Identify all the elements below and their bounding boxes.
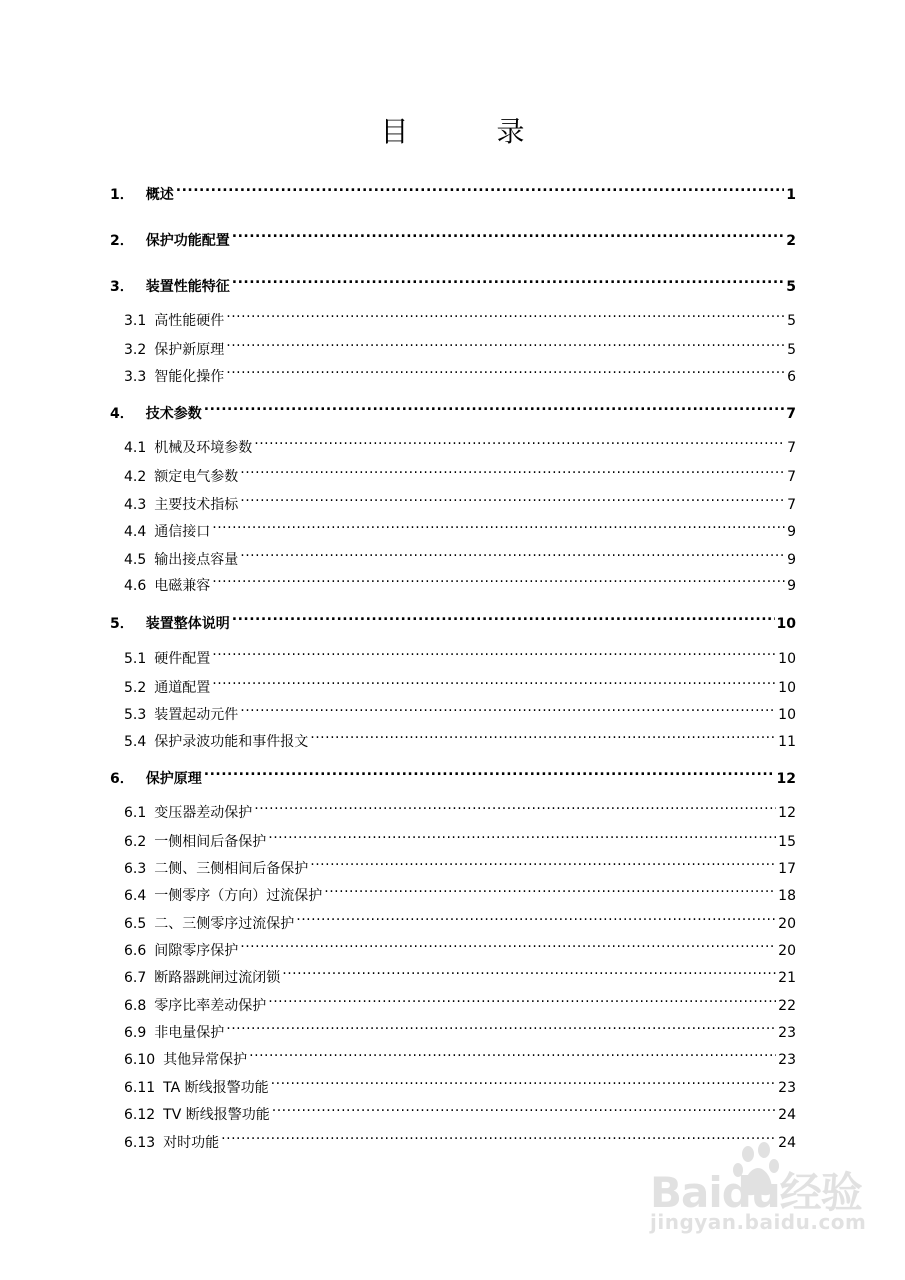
- toc-entry[interactable]: [124, 330, 796, 358]
- toc-entry[interactable]: [124, 668, 796, 696]
- toc-dot-leader: [254, 428, 785, 452]
- toc-entry-number: 6.1: [124, 805, 147, 821]
- toc-dot-leader: [271, 1068, 777, 1092]
- toc-entry-page: 10: [776, 616, 796, 632]
- toc-entry[interactable]: [124, 1013, 796, 1041]
- toc-entry-number: 4.3: [124, 497, 147, 513]
- toc-entry-label: 概述: [145, 187, 174, 203]
- toc-entry-label: 额定电气参数: [154, 469, 239, 485]
- toc-entry[interactable]: [124, 566, 796, 594]
- toc-entry-label: 变压器差动保护: [154, 805, 253, 821]
- toc-entry-number: 6.5: [124, 916, 147, 932]
- toc-entry-label: 断路器跳闸过流闭锁: [154, 970, 281, 986]
- toc-entry[interactable]: [124, 876, 796, 904]
- toc-dot-leader: [226, 330, 785, 354]
- toc-entry-number: 6.12: [124, 1107, 156, 1123]
- toc-entry-page: 7: [787, 440, 796, 456]
- toc-dot-leader: [296, 904, 776, 928]
- toc-entry-number: 3.2: [124, 342, 147, 358]
- toc-dot-leader: [272, 1095, 776, 1119]
- toc-entry-page: 7: [787, 497, 796, 513]
- toc-entry-page: 23: [778, 1025, 796, 1041]
- toc-entry-label: 输出接点容量: [154, 552, 239, 568]
- toc-dot-leader: [226, 301, 785, 325]
- toc-entry-label: 零序比率差动保护: [154, 998, 267, 1014]
- toc-entry-label: 通信接口: [154, 524, 211, 540]
- toc-entry-label: 一侧零序（方向）过流保护: [154, 888, 323, 904]
- toc-entry-number: 1．: [110, 187, 134, 203]
- toc-entry-page: 11: [778, 734, 796, 750]
- toc-entry-label: 高性能硬件: [154, 313, 225, 329]
- toc-entry-label: TA 断线报警功能: [163, 1080, 269, 1096]
- toc-entry-label: 智能化操作: [154, 369, 225, 385]
- toc-entry-page: 22: [778, 998, 796, 1014]
- toc-entry-label: 装置起动元件: [154, 707, 239, 723]
- toc-dot-leader: [282, 958, 776, 982]
- toc-entry-number: 6.6: [124, 943, 147, 959]
- toc-entry-label: 技术参数: [145, 406, 202, 422]
- toc-entry[interactable]: [124, 793, 796, 821]
- toc-entry[interactable]: [124, 822, 796, 850]
- toc-dot-leader: [212, 639, 776, 663]
- toc-entry-label: 对时功能: [163, 1135, 220, 1151]
- toc-entry-number: 6.8: [124, 998, 147, 1014]
- toc-dot-leader: [226, 357, 785, 381]
- toc-dot-leader: [176, 175, 785, 199]
- toc-entry-page: 10: [778, 651, 796, 667]
- toc-entry-number: 6.4: [124, 888, 147, 904]
- toc-entry-label: 二侧、三侧相间后备保护: [154, 861, 309, 877]
- toc-entry-number: 4.1: [124, 440, 147, 456]
- toc-entry[interactable]: [124, 849, 796, 877]
- toc-entry-label: 主要技术指标: [154, 497, 239, 513]
- toc-entry-label: 通道配置: [154, 680, 211, 696]
- toc-entry-label: 硬件配置: [154, 651, 211, 667]
- watermark-logo: Baidu经验: [650, 1168, 862, 1217]
- toc-entry-number: 4.4: [124, 524, 147, 540]
- toc-entry-number: 6.3: [124, 861, 147, 877]
- toc-entry-page: 5: [786, 279, 796, 295]
- toc-entry-number: 6．: [110, 771, 134, 787]
- toc-entry[interactable]: [124, 512, 796, 540]
- toc-dot-leader: [232, 267, 785, 291]
- toc-entry-label: 保护原理: [145, 771, 202, 787]
- toc-dot-leader: [268, 986, 776, 1010]
- toc-entry-number: 6.2: [124, 834, 147, 850]
- toc-entry-page: 21: [778, 970, 796, 986]
- toc-entry[interactable]: [124, 695, 796, 723]
- toc-entry-number: 4.5: [124, 552, 147, 568]
- toc-entry-number: 5.3: [124, 707, 147, 723]
- toc-entry[interactable]: [124, 485, 796, 513]
- toc-entry-page: 10: [778, 707, 796, 723]
- toc-dot-leader: [226, 1013, 776, 1037]
- toc-entry-number: 5.2: [124, 680, 147, 696]
- toc-entry-page: 9: [787, 578, 796, 594]
- toc-entry[interactable]: [110, 604, 796, 632]
- toc-entry-page: 23: [778, 1052, 796, 1068]
- toc-entry-page: 10: [778, 680, 796, 696]
- toc-dot-leader: [240, 457, 785, 481]
- toc-entry[interactable]: [124, 540, 796, 568]
- toc-entry-page: 5: [787, 313, 796, 329]
- toc-entry-label: 保护功能配置: [145, 233, 230, 249]
- toc-entry-page: 24: [778, 1135, 796, 1151]
- toc-entry-label: 其他异常保护: [163, 1052, 248, 1068]
- toc-entry-page: 17: [778, 861, 796, 877]
- toc-entry[interactable]: [124, 986, 796, 1014]
- toc-dot-leader: [240, 540, 785, 564]
- toc-entry[interactable]: [124, 457, 796, 485]
- toc-entry-number: 6.13: [124, 1135, 156, 1151]
- toc-dot-leader: [249, 1040, 776, 1064]
- toc-entry-label: TV 断线报警功能: [163, 1107, 270, 1123]
- toc-dot-leader: [324, 876, 776, 900]
- toc-entry-label: 机械及环境参数: [154, 440, 253, 456]
- toc-entry-label: 保护录波功能和事件报文: [154, 734, 309, 750]
- toc-entry-page: 6: [787, 369, 796, 385]
- toc-entry-number: 6.11: [124, 1080, 156, 1096]
- toc-dot-leader: [240, 695, 776, 719]
- toc-entry-number: 5．: [110, 616, 134, 632]
- toc-entry-number: 4．: [110, 406, 134, 422]
- toc-entry-page: 7: [787, 469, 796, 485]
- toc-entry[interactable]: [110, 175, 796, 203]
- page-title: 目 录: [380, 115, 555, 148]
- toc-entry-number: 4.2: [124, 469, 147, 485]
- toc-entry-page: 18: [778, 888, 796, 904]
- toc-dot-leader: [232, 604, 775, 628]
- toc-entry-label: 间隙零序保护: [154, 943, 239, 959]
- toc-entry[interactable]: [124, 904, 796, 932]
- toc-entry-label: 保护新原理: [154, 342, 225, 358]
- toc-entry-page: 1: [786, 187, 796, 203]
- toc-entry-number: 6.7: [124, 970, 147, 986]
- toc-entry-label: 电磁兼容: [154, 578, 211, 594]
- toc-entry-page: 9: [787, 552, 796, 568]
- toc-entry-number: 6.10: [124, 1052, 156, 1068]
- toc-entry[interactable]: [124, 931, 796, 959]
- toc-dot-leader: [240, 485, 785, 509]
- toc-entry-number: 5.1: [124, 651, 147, 667]
- toc-dot-leader: [310, 849, 776, 873]
- toc-entry-page: 12: [776, 771, 796, 787]
- toc-entry-page: 12: [778, 805, 796, 821]
- toc-entry-number: 3.3: [124, 369, 147, 385]
- toc-entry[interactable]: [110, 221, 796, 249]
- toc-dot-leader: [240, 931, 776, 955]
- toc-entry-page: 7: [786, 406, 796, 422]
- toc-entry-page: 20: [778, 943, 796, 959]
- toc-entry-label: 二、三侧零序过流保护: [154, 916, 295, 932]
- toc-dot-leader: [212, 566, 785, 590]
- toc-entry[interactable]: [124, 1068, 796, 1096]
- toc-entry-page: 9: [787, 524, 796, 540]
- toc-dot-leader: [310, 722, 776, 746]
- watermark-url: jingyan.baidu.com: [650, 1210, 867, 1234]
- toc-entry-number: 5.4: [124, 734, 147, 750]
- toc-entry-label: 装置整体说明: [145, 616, 230, 632]
- toc-dot-leader: [268, 822, 776, 846]
- toc-entry-label: 非电量保护: [154, 1025, 225, 1041]
- toc-entry-number: 2．: [110, 233, 134, 249]
- toc-entry-label: 一侧相间后备保护: [154, 834, 267, 850]
- toc-dot-leader: [212, 512, 785, 536]
- toc-entry[interactable]: [124, 1040, 796, 1068]
- toc-entry-number: 3．: [110, 279, 134, 295]
- toc-entry[interactable]: [124, 428, 796, 456]
- toc-entry-label: 装置性能特征: [145, 279, 230, 295]
- toc-entry[interactable]: [110, 267, 796, 295]
- toc-dot-leader: [232, 221, 785, 245]
- toc-entry[interactable]: [124, 357, 796, 385]
- toc-entry-page: 5: [787, 342, 796, 358]
- toc-entry-number: 6.9: [124, 1025, 147, 1041]
- toc-entry-number: 4.6: [124, 578, 147, 594]
- toc-dot-leader: [254, 793, 776, 817]
- toc-entry-page: 20: [778, 916, 796, 932]
- toc-dot-leader: [204, 394, 785, 418]
- toc-entry[interactable]: [110, 759, 796, 787]
- toc-entry[interactable]: [124, 1095, 796, 1123]
- toc-dot-leader: [212, 668, 776, 692]
- toc-entry-page: 15: [778, 834, 796, 850]
- toc-entry-page: 2: [786, 233, 796, 249]
- toc-entry[interactable]: [124, 958, 796, 986]
- toc-entry-page: 23: [778, 1080, 796, 1096]
- toc-entry[interactable]: [124, 301, 796, 329]
- watermark: [640, 1140, 870, 1240]
- toc-entry[interactable]: [124, 639, 796, 667]
- toc-entry[interactable]: [110, 394, 796, 422]
- toc-dot-leader: [204, 759, 775, 783]
- toc-entry[interactable]: [124, 722, 796, 750]
- toc-entry-page: 24: [778, 1107, 796, 1123]
- toc-entry-number: 3.1: [124, 313, 147, 329]
